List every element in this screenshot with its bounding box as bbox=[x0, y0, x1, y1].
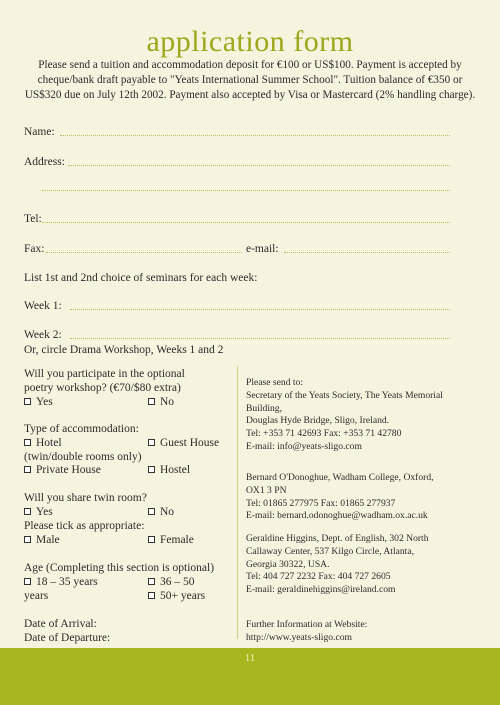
drama-workshop-note: Or, circle Drama Workshop, Weeks 1 and 2 bbox=[24, 344, 224, 356]
age-50-plus-label: 50+ years bbox=[160, 590, 206, 602]
checkbox-icon[interactable] bbox=[148, 398, 155, 405]
email-label: e-mail: bbox=[246, 243, 279, 255]
age-18-35-cont: years bbox=[24, 590, 49, 602]
guest-house-option[interactable] bbox=[148, 436, 219, 450]
higgins-block bbox=[246, 533, 478, 597]
twin-no-label: No bbox=[160, 506, 175, 518]
address-label: Address: bbox=[24, 156, 65, 168]
checkbox-icon[interactable] bbox=[24, 578, 31, 585]
odonoghue-email: E-mail: bernard.odonoghue@wadham.ox.ac.uk bbox=[246, 510, 428, 522]
age-36-50-label: 36 – 50 bbox=[160, 576, 195, 588]
checkbox-icon[interactable] bbox=[148, 578, 155, 585]
website-link[interactable]: http://www.yeats-sligo.com bbox=[246, 631, 352, 643]
checkbox-icon[interactable] bbox=[148, 592, 155, 599]
female-label: Female bbox=[160, 534, 194, 546]
private-house-option[interactable] bbox=[24, 463, 101, 477]
hotel-option[interactable] bbox=[24, 436, 62, 450]
guest-house-label: Guest House bbox=[160, 437, 220, 449]
accommodation-note: (twin/double rooms only) bbox=[24, 451, 142, 463]
twin-yes-option[interactable] bbox=[24, 505, 53, 519]
address-field-line-1[interactable] bbox=[68, 165, 450, 166]
hostel-option[interactable] bbox=[148, 463, 190, 477]
yeats-phone: Tel: +353 71 42693 Fax: +353 71 42780 bbox=[246, 428, 402, 440]
tel-field[interactable] bbox=[42, 222, 450, 223]
odonoghue-block bbox=[246, 472, 478, 523]
address-field-line-2[interactable] bbox=[42, 190, 450, 191]
name-field[interactable] bbox=[60, 135, 450, 136]
column-divider bbox=[237, 366, 238, 639]
further-info-label: Further Information at Website: bbox=[246, 619, 368, 630]
poetry-yes-option[interactable] bbox=[24, 395, 53, 409]
age-label: Age (Completing this section is optional) bbox=[24, 562, 215, 574]
yeats-address-line3: Douglas Hyde Bridge, Sligo, Ireland. bbox=[246, 415, 390, 427]
checkbox-icon[interactable] bbox=[148, 439, 155, 446]
odonoghue-address-line2: OX1 3 PN bbox=[246, 484, 287, 496]
checkbox-icon[interactable] bbox=[148, 536, 155, 543]
name-label: Name: bbox=[24, 126, 55, 138]
week1-field[interactable] bbox=[70, 309, 450, 310]
checkbox-icon[interactable] bbox=[24, 466, 31, 473]
seminars-instruction: List 1st and 2nd choice of seminars for each week: bbox=[24, 272, 258, 284]
hotel-label: Hotel bbox=[36, 437, 62, 449]
higgins-address-line3: Georgia 30322, USA. bbox=[246, 558, 330, 570]
checkbox-icon[interactable] bbox=[24, 508, 31, 515]
odonoghue-address-line1: Bernard O'Donoghue, Wadham College, Oxford, bbox=[246, 472, 434, 483]
poetry-yes-label: Yes bbox=[36, 396, 53, 408]
twin-yes-label: Yes bbox=[36, 506, 53, 518]
poetry-no-option[interactable] bbox=[148, 395, 174, 409]
form-title: application form bbox=[146, 25, 354, 58]
yeats-address-line1: Secretary of the Yeats Society, The Yeats Memorial bbox=[246, 389, 443, 401]
odonoghue-phone: Tel: 01865 277975 Fax: 01865 277937 bbox=[246, 497, 396, 509]
hostel-label: Hostel bbox=[160, 464, 191, 476]
female-option[interactable] bbox=[148, 533, 194, 547]
higgins-phone: Tel: 404 727 2232 Fax: 404 727 2605 bbox=[246, 571, 391, 583]
tel-label: Tel: bbox=[24, 213, 42, 225]
male-option[interactable] bbox=[24, 533, 60, 547]
male-label: Male bbox=[36, 534, 60, 546]
age-36-50-option[interactable] bbox=[148, 575, 195, 589]
week2-field[interactable] bbox=[70, 338, 450, 339]
checkbox-icon[interactable] bbox=[24, 439, 31, 446]
email-field[interactable] bbox=[284, 252, 450, 253]
higgins-email: E-mail: geraldinehiggins@ireland.com bbox=[246, 584, 396, 596]
poetry-question-line2: poetry workshop? (€70/$80 extra) bbox=[24, 382, 181, 394]
send-to-block bbox=[246, 377, 478, 454]
age-18-35-option[interactable] bbox=[24, 575, 98, 589]
accommodation-label: Type of accommodation: bbox=[24, 423, 139, 435]
further-info-block bbox=[246, 619, 478, 645]
page-number: 11 bbox=[244, 652, 256, 664]
checkbox-icon[interactable] bbox=[148, 508, 155, 515]
twin-no-option[interactable] bbox=[148, 505, 174, 519]
checkbox-icon[interactable] bbox=[148, 466, 155, 473]
twin-room-question: Will you share twin room? bbox=[24, 492, 147, 504]
intro-paragraph: Please send a tuition and accommodation deposit for €100 or US$100. Payment is accepted by cheque/bank draft payable to "Yeats International Summer School". Tuition balance of €350 or US$320 due on July 12th 2002. Payment also accepted by Visa or Mastercard (2% handling charge). bbox=[24, 59, 476, 102]
yeats-email: E-mail: info@yeats-sligo.com bbox=[246, 440, 362, 452]
higgins-address-line2: Callaway Center, 537 Kilgo Circle, Atlanta, bbox=[246, 545, 414, 557]
yeats-address-line2: Building, bbox=[246, 402, 282, 414]
departure-date-label: Date of Departure: bbox=[24, 632, 111, 644]
age-18-35-label: 18 – 35 years bbox=[36, 576, 98, 588]
higgins-address-line1: Geraldine Higgins, Dept. of English, 302 North bbox=[246, 533, 429, 544]
gender-label: Please tick as appropriate: bbox=[24, 520, 145, 532]
week2-label: Week 2: bbox=[24, 329, 62, 341]
poetry-question-line1: Will you participate in the optional bbox=[24, 368, 185, 380]
age-50-plus-option[interactable] bbox=[148, 589, 205, 603]
send-to-label: Please send to: bbox=[246, 377, 304, 388]
private-house-label: Private House bbox=[36, 464, 101, 476]
fax-label: Fax: bbox=[24, 243, 45, 255]
week1-label: Week 1: bbox=[24, 300, 62, 312]
checkbox-icon[interactable] bbox=[24, 536, 31, 543]
fax-field[interactable] bbox=[46, 252, 242, 253]
arrival-date-label: Date of Arrival: bbox=[24, 618, 97, 630]
checkbox-icon[interactable] bbox=[24, 398, 31, 405]
poetry-no-label: No bbox=[160, 396, 175, 408]
